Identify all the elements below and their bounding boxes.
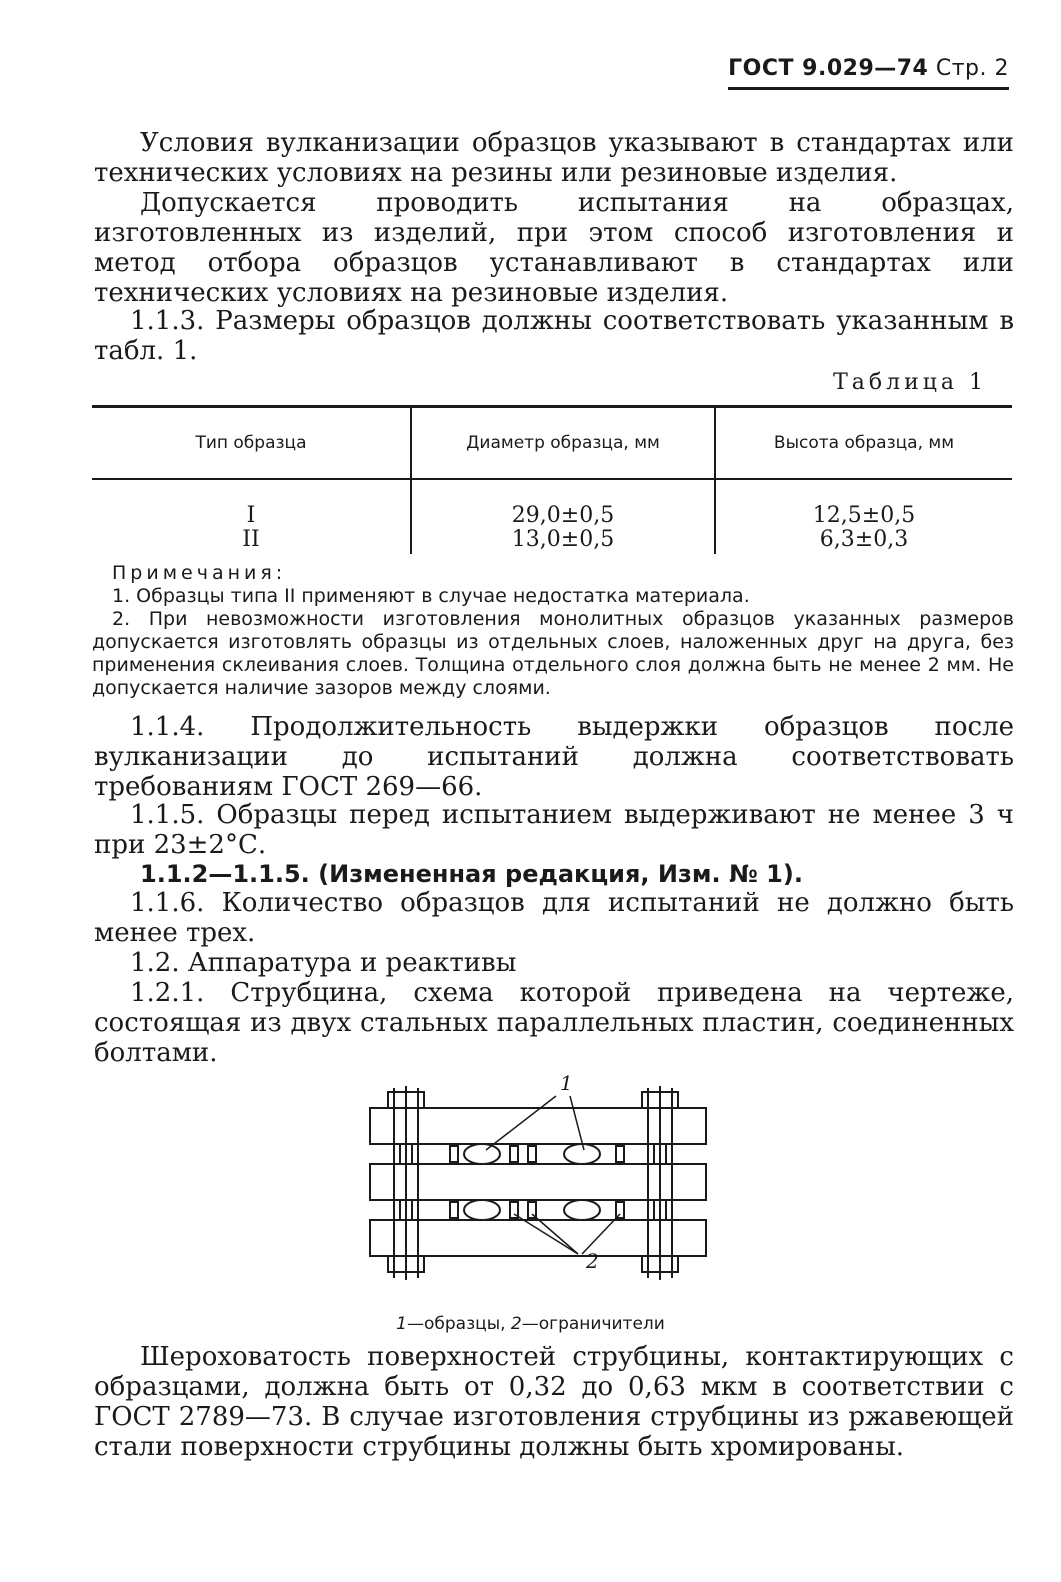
top-plate <box>370 1108 706 1144</box>
caption-number: 1 <box>396 1314 407 1334</box>
page-header <box>728 56 1009 90</box>
note-1: 1. Образцы типа II применяют в случае недостатка материала. <box>112 585 750 607</box>
table-cell <box>92 479 411 554</box>
right-bolt <box>642 1086 678 1280</box>
note-2: 2. При невозможности изготовления монолитных образцов указанных размеров допускается изготовлять образцы из отдельных слоев, наложенных друг на друга, без применения склеивания слоев. Толщина отдельного слоя должна быть не менее 2 мм. Не допускается наличие зазоров между слоями. <box>92 608 1014 699</box>
caption-text: —образцы, <box>406 1314 511 1334</box>
standard-number: ГОСТ 9.029—74 <box>728 56 929 81</box>
sample <box>564 1200 600 1220</box>
figure-caption <box>0 1314 1061 1334</box>
height-value: 12,5±0,5 <box>812 503 916 528</box>
section-1-1-3: 1.1.3. Размеры образцов должны соответствовать указанным в табл. 1. <box>94 306 1014 366</box>
limiter <box>616 1202 624 1218</box>
amendment-note: 1.1.2—1.1.5. (Измененная редакция, Изм. № 1). <box>140 860 803 888</box>
bottom-plate <box>370 1220 706 1256</box>
table-caption: Таблица 1 <box>833 370 987 395</box>
section-1-2-1: 1.2.1. Струбцина, схема которой приведена на чертеже, состоящая из двух стальных параллельных пластин, соединенных болтами. <box>94 978 1014 1068</box>
callout-2: 2 <box>586 1249 599 1273</box>
type-value: I <box>246 503 256 528</box>
table-header: Тип образца <box>92 407 411 480</box>
paragraph-test-samples: Допускается проводить испытания на образцах, изготовленных из изделий, при этом способ изготовления и метод отбора образцов устанавливают в стандартах или технических условиях на резиновые изделия. <box>94 188 1014 308</box>
table-header: Диаметр образца, мм <box>411 407 715 480</box>
diameter-value: 13,0±0,5 <box>511 527 615 552</box>
left-bolt <box>388 1086 424 1280</box>
notes-title: Примечания: <box>112 562 287 584</box>
table-row <box>92 479 1012 554</box>
clamp-diagram <box>360 1068 720 1288</box>
limiter <box>528 1146 536 1162</box>
table-cell <box>411 479 715 554</box>
limiter <box>450 1202 458 1218</box>
caption-text: —ограничители <box>521 1314 665 1334</box>
section-1-1-5: 1.1.5. Образцы перед испытанием выдерживают не менее 3 ч при 23±2°С. <box>94 800 1014 860</box>
limiter <box>510 1146 518 1162</box>
section-1-1-4: 1.1.4. Продолжительность выдержки образцов после вулканизации до испытаний должна соответствовать требованиям ГОСТ 269—66. <box>94 712 1014 802</box>
sample <box>464 1200 500 1220</box>
limiter <box>450 1146 458 1162</box>
middle-plate <box>370 1164 706 1200</box>
diameter-value: 29,0±0,5 <box>511 503 615 528</box>
table-notes <box>92 562 1014 700</box>
callout-1: 1 <box>560 1071 573 1095</box>
section-1-2: 1.2. Аппаратура и реактивы <box>130 948 517 978</box>
height-value: 6,3±0,3 <box>819 527 909 552</box>
section-1-1-6: 1.1.6. Количество образцов для испытаний не должно быть менее трех. <box>94 888 1014 948</box>
type-value: II <box>242 527 260 552</box>
limiter <box>616 1146 624 1162</box>
sample <box>464 1144 500 1164</box>
table-cell <box>715 479 1012 554</box>
table-header: Высота образца, мм <box>715 407 1012 480</box>
page-number: Стр. 2 <box>935 56 1009 81</box>
caption-number: 2 <box>510 1314 522 1334</box>
sample-dimensions-table <box>92 405 1012 554</box>
closing-paragraph: Шероховатость поверхностей струбцины, контактирующих с образцами, должна быть от 0,32 до 0,63 мкм в соответствии с ГОСТ 2789—73. В случае изготовления струбцины из ржавеющей стали поверхности струбцины должны быть хромированы. <box>94 1342 1014 1462</box>
paragraph-vulcanization: Условия вулканизации образцов указывают в стандартах или технических условиях на резины или резиновые изделия. <box>94 128 1014 188</box>
sample <box>564 1144 600 1164</box>
